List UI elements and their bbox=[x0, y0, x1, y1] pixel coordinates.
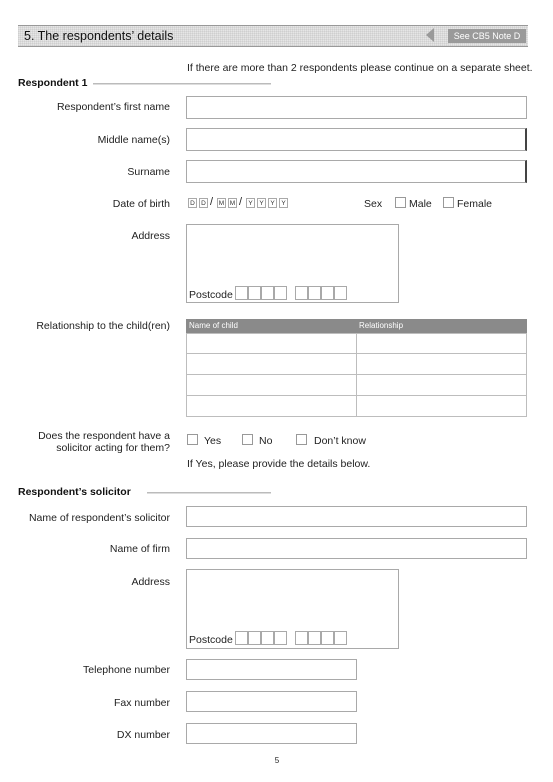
telephone-label: Telephone number bbox=[83, 664, 170, 676]
female-checkbox[interactable] bbox=[443, 197, 454, 208]
dob-day-1[interactable]: D bbox=[188, 198, 197, 208]
male-checkbox[interactable] bbox=[395, 197, 406, 208]
yes-label: Yes bbox=[204, 435, 222, 447]
fax-field[interactable] bbox=[186, 691, 357, 712]
solicitor-heading: Respondent’s solicitor bbox=[18, 486, 131, 498]
page-number: 5 bbox=[274, 756, 280, 765]
if-yes-note: If Yes, please provide the details below. bbox=[187, 458, 371, 470]
postcode-box[interactable] bbox=[295, 286, 308, 300]
fax-label: Fax number bbox=[113, 697, 170, 709]
postcode-box[interactable] bbox=[334, 286, 347, 300]
table-cell[interactable] bbox=[356, 353, 527, 375]
postcode-box[interactable] bbox=[235, 631, 248, 645]
dont-know-label: Don’t know bbox=[314, 435, 366, 447]
yes-checkbox[interactable] bbox=[187, 434, 198, 445]
table-header-cell bbox=[356, 319, 527, 333]
no-label: No bbox=[259, 435, 273, 447]
dob-month-2[interactable]: M bbox=[229, 200, 236, 207]
postcode-box[interactable] bbox=[321, 631, 334, 645]
table-cell[interactable] bbox=[186, 395, 357, 417]
table-header-relationship: Relationship bbox=[359, 321, 404, 330]
table-header-cell bbox=[186, 319, 356, 333]
first-name-field[interactable] bbox=[186, 96, 527, 119]
postcode-box[interactable] bbox=[274, 286, 287, 300]
table-cell[interactable] bbox=[356, 374, 527, 396]
solicitor-question bbox=[18, 430, 170, 454]
surname-label: Surname bbox=[127, 166, 170, 178]
table-cell[interactable] bbox=[186, 333, 357, 354]
sex-label: Sex bbox=[364, 198, 383, 210]
heading-divider bbox=[147, 492, 271, 494]
table-cell[interactable] bbox=[356, 395, 527, 417]
firm-name-field[interactable] bbox=[186, 538, 527, 559]
address-label: Address bbox=[131, 230, 170, 242]
table-cell[interactable] bbox=[356, 333, 527, 354]
dob-separator: / bbox=[210, 196, 214, 208]
postcode-label: Postcode bbox=[189, 634, 233, 646]
note-arrow-icon bbox=[426, 28, 434, 42]
intro-note: If there are more than 2 respondents please continue on a separate sheet. bbox=[187, 62, 533, 74]
postcode-box[interactable] bbox=[248, 286, 261, 300]
postcode-box[interactable] bbox=[308, 631, 321, 645]
surname-field[interactable] bbox=[186, 160, 527, 183]
heading-divider bbox=[93, 83, 271, 85]
dob-year-1[interactable]: Y bbox=[246, 198, 255, 208]
postcode-box[interactable] bbox=[248, 631, 261, 645]
dont-know-checkbox[interactable] bbox=[296, 434, 307, 445]
dob-separator: / bbox=[239, 196, 243, 208]
middle-name-field[interactable] bbox=[186, 128, 527, 151]
dob-year-2[interactable]: Y bbox=[257, 198, 266, 208]
dx-field[interactable] bbox=[186, 723, 357, 744]
firm-name-label: Name of firm bbox=[109, 543, 170, 555]
postcode-box[interactable] bbox=[235, 286, 248, 300]
postcode-box[interactable] bbox=[308, 286, 321, 300]
section-header bbox=[18, 25, 528, 47]
postcode-label: Postcode bbox=[189, 289, 233, 301]
respondent1-heading: Respondent 1 bbox=[18, 77, 88, 89]
male-label: Male bbox=[409, 198, 432, 210]
solicitor-name-field[interactable] bbox=[186, 506, 527, 527]
solicitor-name-label: Name of respondent’s solicitor bbox=[28, 512, 170, 524]
solicitor-address-field[interactable] bbox=[186, 569, 399, 649]
dx-label: DX number bbox=[116, 729, 170, 741]
section-title: 5. The respondents’ details bbox=[24, 29, 174, 43]
dob-label: Date of birth bbox=[112, 198, 170, 210]
relationship-label: Relationship to the child(ren) bbox=[36, 320, 170, 332]
solicitor-question-line2: solicitor acting for them? bbox=[56, 442, 170, 454]
postcode-box[interactable] bbox=[274, 631, 287, 645]
postcode-box[interactable] bbox=[261, 631, 274, 645]
middle-name-label: Middle name(s) bbox=[97, 134, 170, 146]
table-cell[interactable] bbox=[186, 353, 357, 375]
address-field[interactable] bbox=[186, 224, 399, 303]
dob-year-4[interactable]: Y bbox=[279, 198, 288, 208]
no-checkbox[interactable] bbox=[242, 434, 253, 445]
table-cell[interactable] bbox=[186, 374, 357, 396]
postcode-box[interactable] bbox=[334, 631, 347, 645]
relationship-table bbox=[186, 319, 527, 417]
dob-month-1[interactable]: M bbox=[218, 200, 225, 207]
dob-day-2[interactable]: D bbox=[199, 198, 208, 208]
postcode-box[interactable] bbox=[295, 631, 308, 645]
female-label: Female bbox=[457, 198, 493, 210]
first-name-label: Respondent’s first name bbox=[56, 101, 170, 113]
postcode-box[interactable] bbox=[321, 286, 334, 300]
postcode-box[interactable] bbox=[261, 286, 274, 300]
solicitor-address-label: Address bbox=[131, 576, 170, 588]
dob-year-3[interactable]: Y bbox=[268, 198, 277, 208]
table-header-child: Name of child bbox=[189, 321, 238, 330]
note-reference: See CB5 Note D bbox=[448, 29, 526, 43]
solicitor-question-line1: Does the respondent have a bbox=[38, 430, 170, 442]
telephone-field[interactable] bbox=[186, 659, 357, 680]
